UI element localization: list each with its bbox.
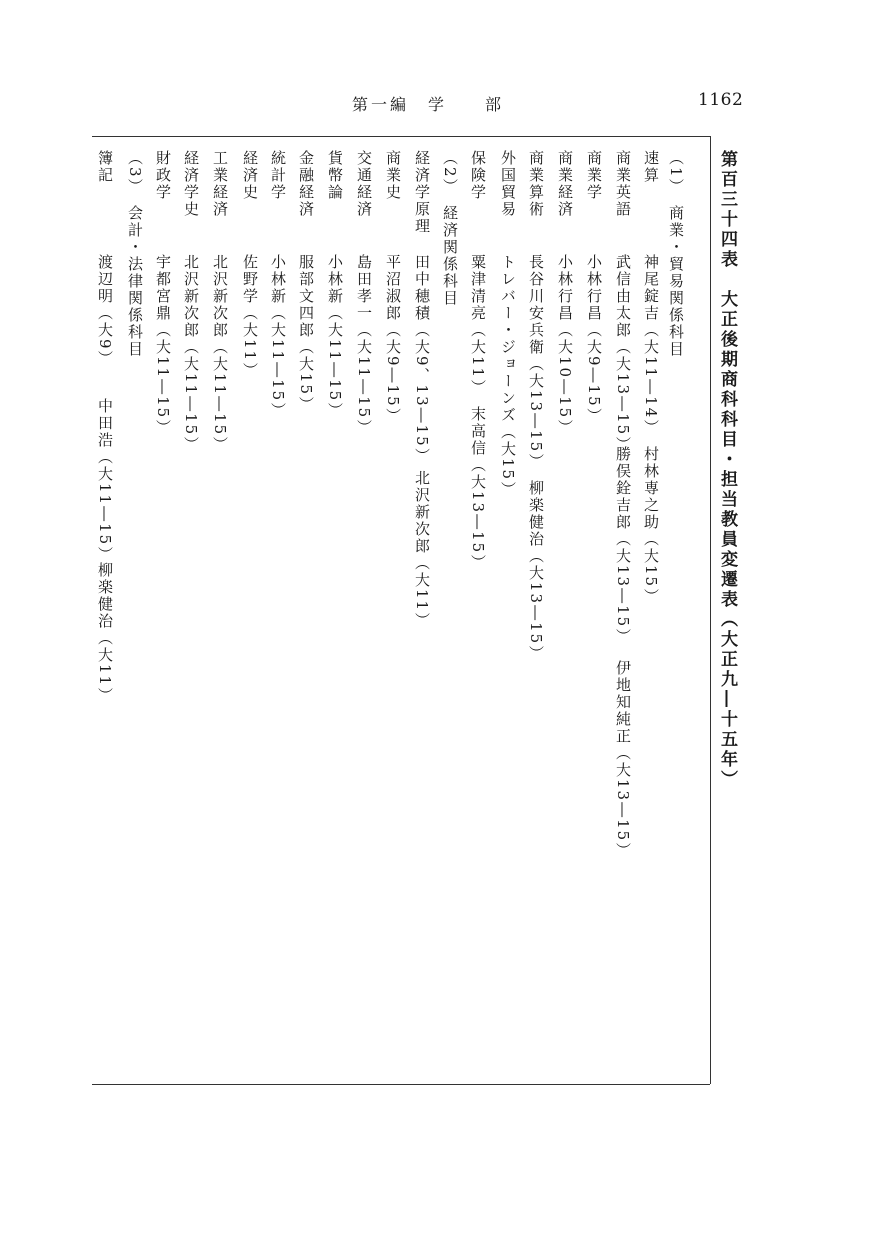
subject-name: 経済学史 (182, 150, 200, 218)
teacher-entry: 伊地知純正（大13―15） (614, 660, 632, 860)
table-top-rule (92, 136, 710, 137)
subject-name: 保険学 (469, 150, 487, 201)
teacher-entry: 末高信（大13―15） (469, 406, 487, 572)
section-heading: （3） 会計・法律関係科目 (126, 150, 144, 359)
subject-name: 貨幣論 (326, 150, 344, 201)
subject-name: 経済史 (241, 150, 259, 201)
subject-name: 交通経済 (355, 150, 373, 218)
subject-name: 財政学 (154, 150, 172, 201)
teacher-entry: 北沢新次郎（大11―15） (182, 254, 200, 454)
subject-name: 経済学原理 (413, 150, 431, 235)
teacher-entry: 中田浩（大11―15） (96, 398, 114, 564)
table-bottom-rule (92, 1084, 710, 1085)
subject-name: 商業学 (585, 150, 603, 201)
subject-name: 統計学 (269, 150, 287, 201)
teacher-entry: 柳楽健治（大11） (96, 562, 114, 705)
teacher-entry: 平沼淑郎（大9―15） (384, 254, 402, 425)
teacher-entry: 神尾錠吉（大11―14） (642, 254, 660, 437)
teacher-entry: 小林行昌（大10―15） (556, 254, 574, 437)
teacher-entry: 柳楽健治（大13―15） (527, 480, 545, 663)
teacher-entry: 武信由太郎（大13―15） (614, 254, 632, 454)
teacher-entry: 服部文四郎（大15） (297, 254, 315, 414)
subject-name: 商業算術 (527, 150, 545, 218)
subject-name: 商業経済 (556, 150, 574, 218)
subject-name: 外国貿易 (499, 150, 517, 218)
teacher-entry: トレバー・ジョーンズ（大15） (499, 254, 517, 499)
subject-name: 商業史 (384, 150, 402, 201)
teacher-entry: 小林新（大11―15） (326, 254, 344, 420)
subject-name: 商業英語 (614, 150, 632, 218)
table-title: 第百三十四表 大正後期商科科目・担当教員変遷表（大正九―十五年） (717, 150, 737, 790)
teacher-entry: 粟津清亮（大11） (469, 254, 487, 397)
teacher-entry: 村林専之助（大15） (642, 446, 660, 606)
section-heading: （1） 商業・貿易関係科目 (667, 150, 685, 359)
running-header-section: 第一編 学 部 (352, 95, 505, 114)
section-heading: （2） 経済関係科目 (441, 150, 459, 308)
teacher-entry: 渡辺明（大9） (96, 254, 114, 368)
subject-name: 工業経済 (211, 150, 229, 218)
subject-name: 金融経済 (297, 150, 315, 218)
teacher-entry: 島田孝一（大11―15） (355, 254, 373, 437)
page-number: 1162 (698, 90, 744, 110)
subject-name: 速算 (642, 150, 660, 184)
teacher-entry: 田中穂積（大9、13―15） (413, 254, 431, 465)
teacher-entry: 長谷川安兵衛（大13―15） (527, 254, 545, 471)
teacher-entry: 小林新（大11―15） (269, 254, 287, 420)
subject-name: 簿記 (96, 150, 114, 184)
teacher-entry: 勝俣銓吉郎（大13―15） (614, 446, 632, 646)
teacher-entry: 宇都宮鼎（大11―15） (154, 254, 172, 437)
teacher-entry: 北沢新次郎（大11） (413, 470, 431, 630)
table-right-rule (710, 136, 711, 1084)
teacher-entry: 北沢新次郎（大11―15） (211, 254, 229, 454)
teacher-entry: 小林行昌（大9―15） (585, 254, 603, 425)
teacher-entry: 佐野学（大11） (241, 254, 259, 380)
